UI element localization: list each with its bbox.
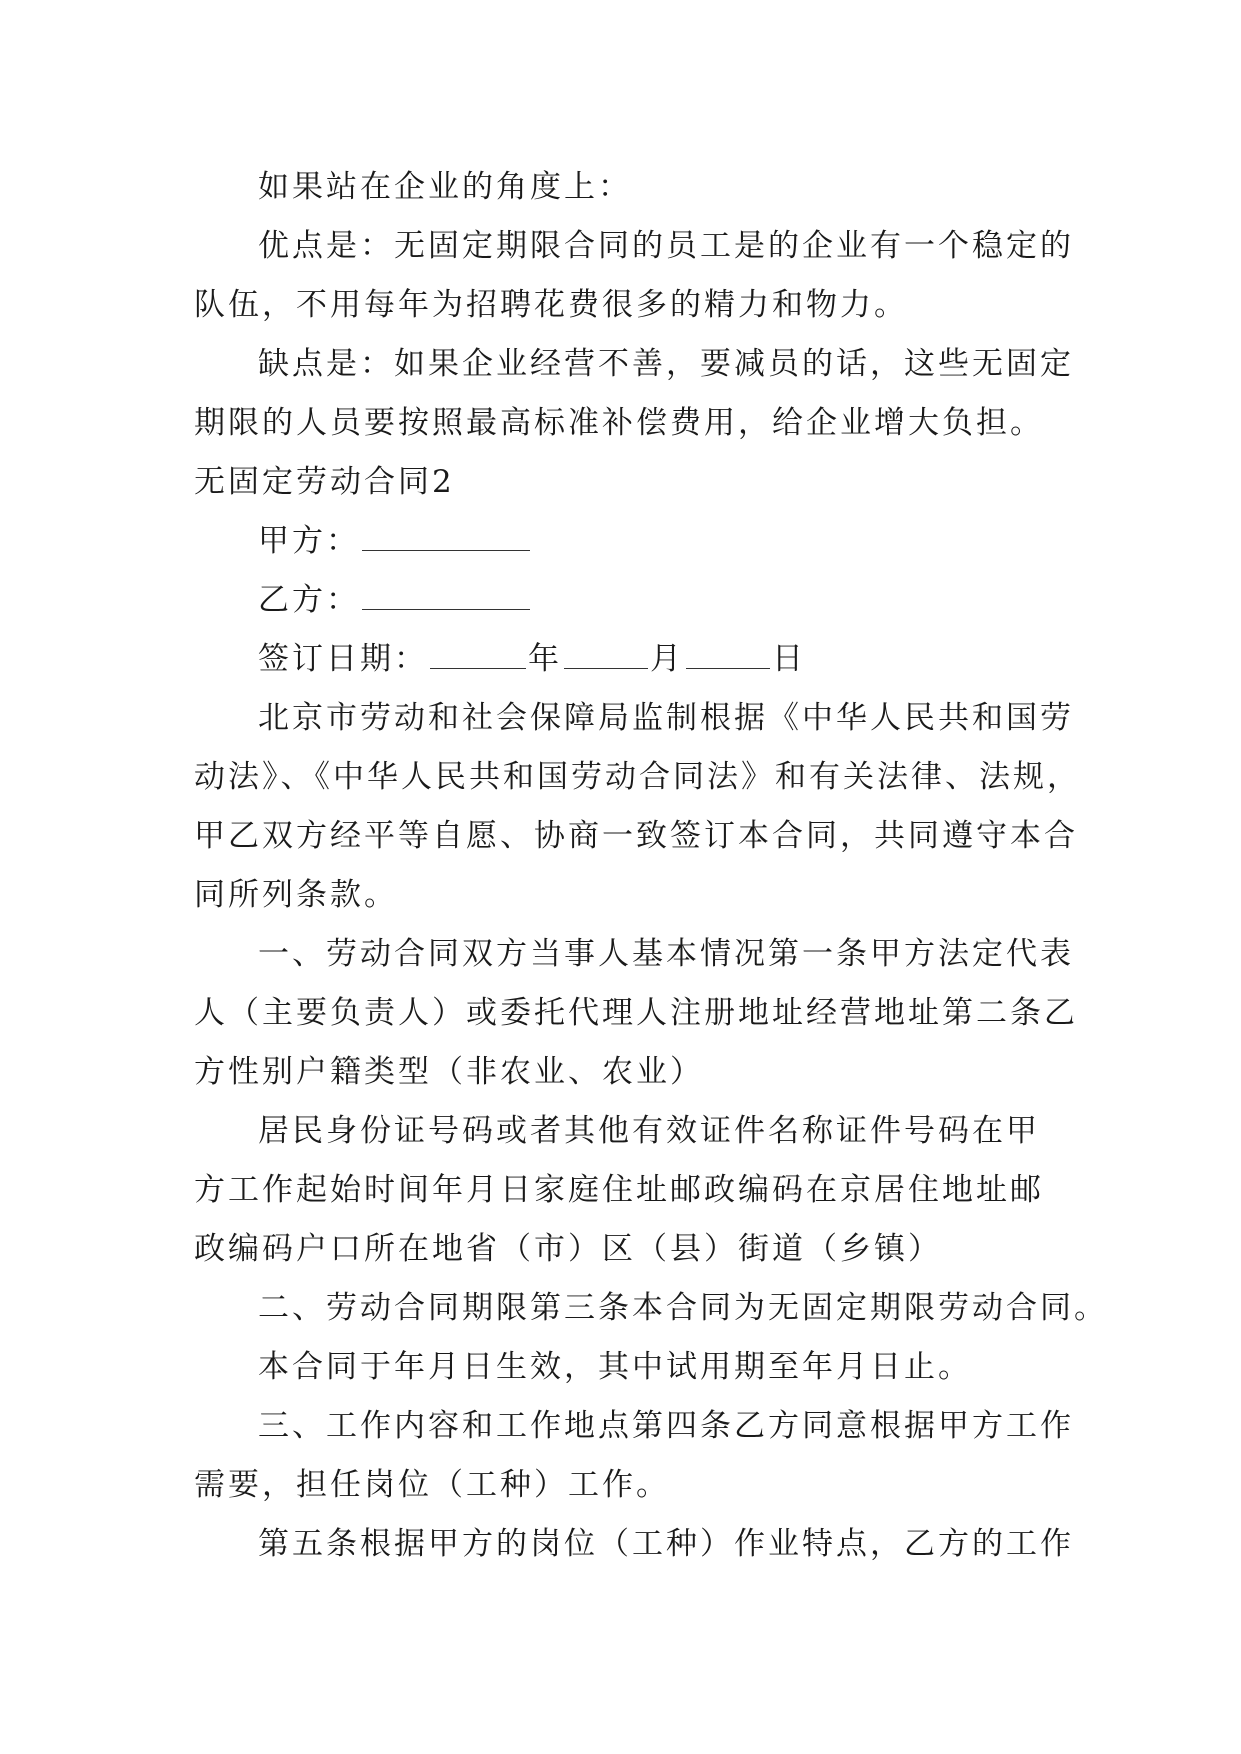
paragraph-line: 第五条根据甲方的岗位（工种）作业特点，乙方的工作 <box>258 1526 1074 1562</box>
paragraph-line: 二、劳动合同期限第三条本合同为无固定期限劳动合同。 <box>258 1290 1108 1326</box>
document-body <box>194 158 1108 1574</box>
sign-date-field <box>194 630 1056 689</box>
year-blank <box>430 634 526 669</box>
paragraph-line: 三、工作内容和工作地点第四条乙方同意根据甲方工作 <box>258 1408 1074 1444</box>
party-b-label: 乙方： <box>258 582 360 618</box>
sign-date-label: 签订日期： <box>258 641 428 677</box>
party-a-label: 甲方： <box>258 523 360 559</box>
party-a-field <box>194 512 1056 571</box>
party-b-blank <box>362 575 530 610</box>
paragraph-line: 如果站在企业的角度上： <box>258 169 632 205</box>
month-label: 月 <box>650 641 684 677</box>
day-blank <box>686 634 770 669</box>
party-a-blank <box>362 516 530 551</box>
party-b-field <box>194 571 1056 630</box>
year-label: 年 <box>528 641 562 677</box>
paragraph-line: 期限的人员要按照最高标准补偿费用，给企业增大负担。 <box>194 405 1044 441</box>
paragraph-line: 居民身份证号码或者其他有效证件名称证件号码在甲 <box>258 1113 1040 1149</box>
day-label: 日 <box>772 641 806 677</box>
paragraph-line: 方工作起始时间年月日家庭住址邮政编码在京居住地址邮 <box>194 1172 1044 1208</box>
paragraph-line: 北京市劳动和社会保障局监制根据《中华人民共和国劳 <box>258 700 1074 736</box>
paragraph-line: 动法》、《中华人民共和国劳动合同法》和有关法律、法规， <box>194 759 1081 795</box>
paragraph-line: 一、劳动合同双方当事人基本情况第一条甲方法定代表 <box>258 936 1074 972</box>
paragraph-line: 优点是：无固定期限合同的员工是的企业有一个稳定的 <box>258 228 1074 264</box>
section-heading: 无固定劳动合同2 <box>194 464 455 500</box>
paragraph-line: 缺点是：如果企业经营不善，要减员的话，这些无固定 <box>258 346 1074 382</box>
paragraph-line: 人（主要负责人）或委托代理人注册地址经营地址第二条乙 <box>194 995 1078 1031</box>
month-blank <box>564 634 648 669</box>
paragraph-line: 队伍，不用每年为招聘花费很多的精力和物力。 <box>194 287 908 323</box>
paragraph-line: 政编码户口所在地省（市）区（县）街道（乡镇） <box>194 1231 942 1267</box>
paragraph-line: 同所列条款。 <box>194 877 398 913</box>
paragraph-line: 方性别户籍类型（非农业、农业） <box>194 1054 704 1090</box>
paragraph-line: 甲乙双方经平等自愿、协商一致签订本合同，共同遵守本合 <box>194 818 1078 854</box>
paragraph-line: 需要，担任岗位（工种）工作。 <box>194 1467 670 1503</box>
paragraph-line: 本合同于年月日生效，其中试用期至年月日止。 <box>258 1349 972 1385</box>
